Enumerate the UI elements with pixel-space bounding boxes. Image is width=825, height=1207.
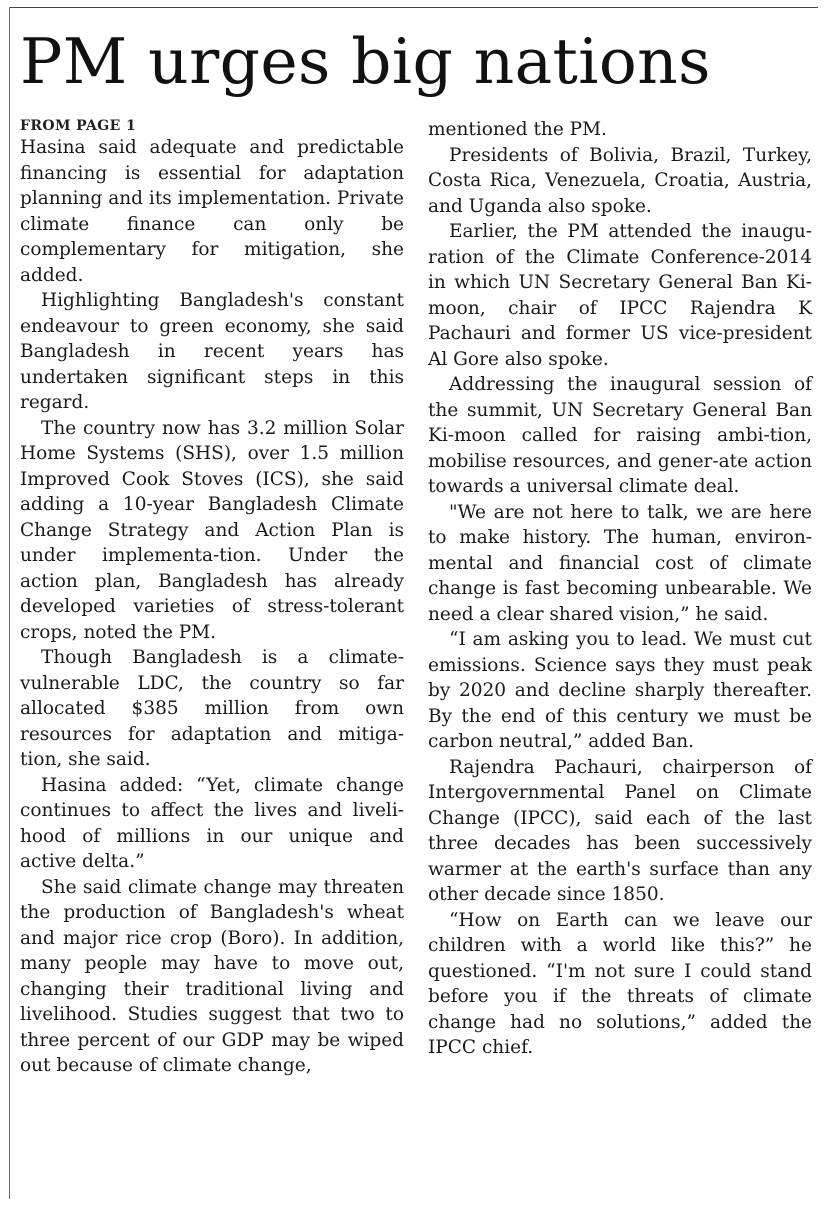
paragraph: Highlighting Bangladesh's constant endeavour to green economy, she said Bangladesh in recent years has undertaken significant steps in this regard. <box>20 290 404 413</box>
headline: PM urges big nations <box>20 25 711 98</box>
paragraph: Hasina said adequate and predictable financing is essential for adaptation planning and its implementation. Private climate finance can only be complementary for mitigation, she added. <box>20 137 404 286</box>
paragraph: mentioned the PM. <box>428 119 607 140</box>
paragraph: “How on Earth can we leave our children with a world like this?” he questioned. “I'm not sure I could stand before you if the threats of climate change had no solutions,” added the IPCC chief. <box>428 909 812 1058</box>
paragraph: Though Bangladesh is a climate-vulnerable LDC, the country so far allocated $385 million from own resources for adaptation and mitiga-tion, she said. <box>20 647 404 770</box>
article-column-left <box>20 117 404 1079</box>
article-column-right <box>428 117 812 1061</box>
top-rule <box>10 7 818 8</box>
paragraph: Presidents of Bolivia, Brazil, Turkey, Costa Rica, Venezuela, Croatia, Austria, and Uganda also spoke. <box>428 144 812 217</box>
paragraph: “I am asking you to lead. We must cut emissions. Science says they must peak by 2020 and decline sharply thereafter. By the end of this century we must be carbon neutral,” added Ban. <box>428 629 812 752</box>
paragraph: The country now has 3.2 million Solar Home Systems (SHS), over 1.5 million Improved Cook Stoves (ICS), she said adding a 10-year Bangladesh Climate Change Strategy and Action Plan is under implementa-tion. Under the action plan, Bangladesh has already developed varieties of stress-tolerant crops, noted the PM. <box>20 417 404 643</box>
paragraph: Hasina added: “Yet, climate change continues to affect the lives and liveli-hood of millions in our unique and active delta.” <box>20 774 404 872</box>
paragraph: "We are not here to talk, we are here to make history. The human, environ-mental and financial cost of climate change is fast becoming unbearable. We need a clear shared vision,” he said. <box>428 501 812 625</box>
paragraph: Addressing the inaugural session of the summit, UN Secretary General Ban Ki-moon called for raising ambi-tion, mobilise resources, and gener-ate action towards a universal climate deal. <box>428 374 812 497</box>
paragraph: She said climate change may threaten the production of Bangladesh's wheat and major rice crop (Boro). In addition, many people may have to move out, changing their traditional living and livelihood. Studies suggest that two to three percent of our GDP may be wiped out because of climate change, <box>20 876 404 1076</box>
continuation-kicker: FROM PAGE 1 <box>20 118 137 134</box>
left-column-rule <box>9 7 10 1199</box>
paragraph: Rajendra Pachauri, chairperson of Intergovernmental Panel on Climate Change (IPCC), said each of the last three decades has been successively warmer at the earth's surface than any other decade since 1850. <box>428 756 812 905</box>
paragraph: Earlier, the PM attended the inaugu-ration of the Climate Conference-2014 in which UN Secretary General Ban Ki-moon, chair of IPCC Rajendra K Pachauri and former US vice-president Al Gore also spoke. <box>428 221 812 370</box>
